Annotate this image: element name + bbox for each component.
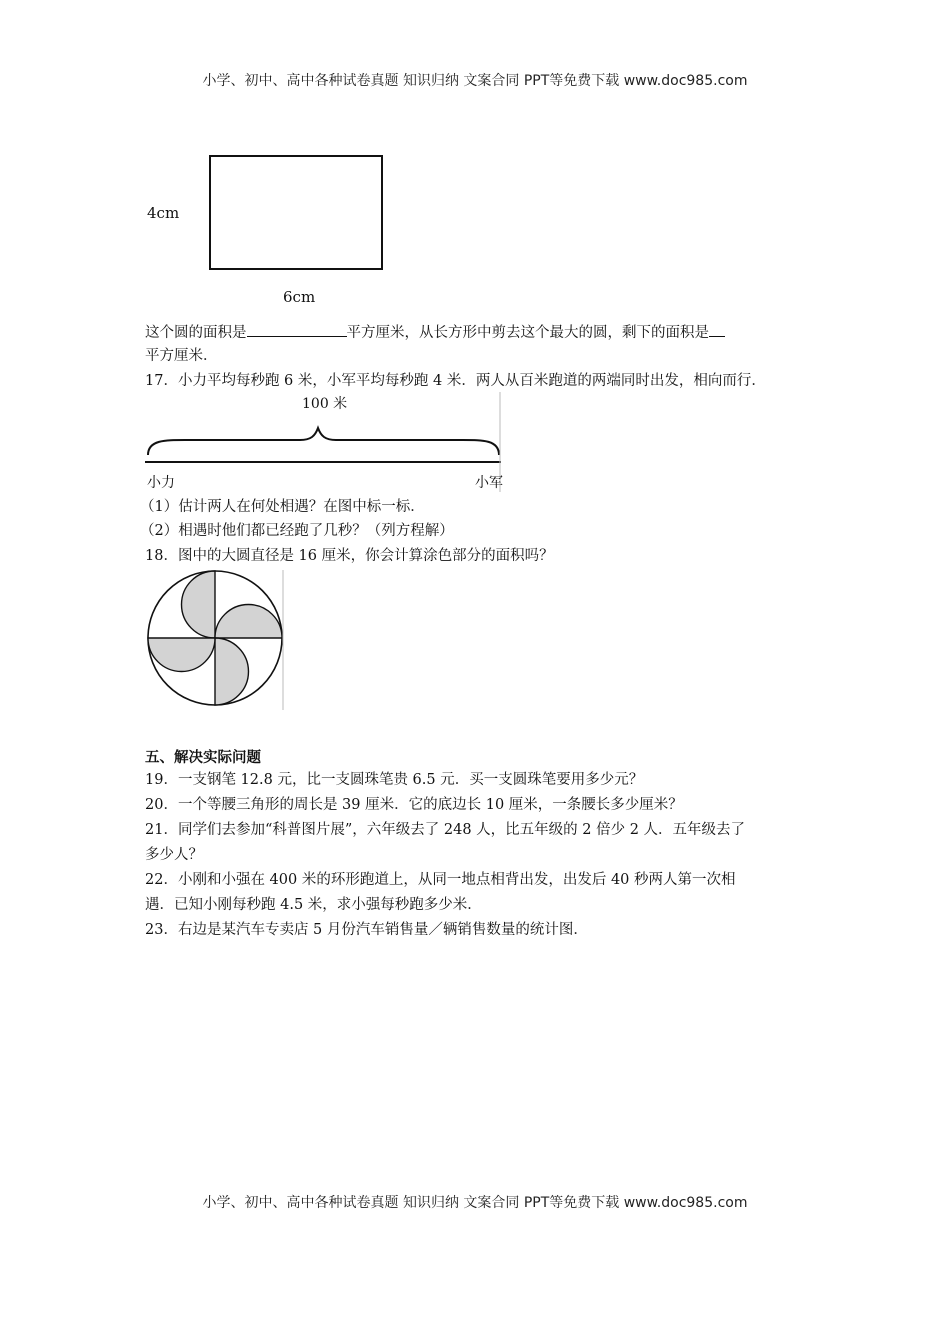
q20-text: 20．一个等腰三角形的周长是 39 厘米．它的底边长 10 厘米，一条腰长多少厘米？ — [145, 797, 683, 813]
q17-text: 17．小力平均每秒跑 6 米，小军平均每秒跑 4 米．两人从百米跑道的两端同时出发，相向而行． — [145, 373, 766, 389]
shaded-petal-top — [182, 571, 216, 638]
track-right-label: 小军 — [475, 475, 503, 491]
rectangle-figure — [145, 150, 395, 315]
q19-text: 19．一支钢笔 12.8 元，比一支圆珠笔贵 6.5 元．买一支圆珠笔要用多少元？ — [145, 772, 644, 788]
pinwheel-figure — [146, 570, 286, 710]
q22-line1: 22．小刚和小强在 400 米的环形跑道上，从同一地点相背出发，出发后 40 秒两人第一次相 — [145, 872, 736, 888]
q16-line1 — [145, 322, 725, 343]
q17-sub2: （2）相遇时他们都已经跑了几秒？（列方程解） — [140, 523, 454, 539]
q16-blank-2[interactable] — [709, 322, 725, 337]
q17-sub1: （1）估计两人在何处相遇？在图中标一标． — [140, 499, 425, 515]
q22-line2: 遇．已知小刚每秒跑 4.5 米，求小强每秒跑多少米． — [145, 897, 482, 913]
q16-blank-1[interactable] — [247, 322, 347, 337]
q16-line2: 平方厘米． — [145, 348, 218, 364]
q21-line1: 21．同学们去参加“科普图片展”，六年级去了 248 人，比五年级的 2 倍少 2 人．五年级去了 — [145, 822, 746, 838]
shaded-petal-left — [148, 638, 215, 672]
track-figure — [145, 392, 505, 494]
q21-line2: 多少人？ — [145, 847, 203, 863]
shaded-petal-right — [215, 605, 282, 639]
rect-width-label: 6cm — [283, 288, 316, 306]
rectangle-shape — [210, 156, 382, 269]
rect-height-label: 4cm — [147, 204, 180, 222]
rectangle-drawing — [145, 150, 395, 315]
pinwheel-drawing — [146, 570, 286, 710]
track-left-label: 小力 — [147, 475, 175, 491]
section-title: 五、解决实际问题 — [145, 750, 261, 766]
page-footer: 小学、初中、高中各种试卷真题 知识归纳 文案合同 PPT等免费下载 www.doc985.com — [202, 1195, 748, 1211]
page-header: 小学、初中、高中各种试卷真题 知识归纳 文案合同 PPT等免费下载 www.doc985.com — [202, 73, 748, 89]
q18-text: 18．图中的大圆直径是 16 厘米，你会计算涂色部分的面积吗？ — [145, 548, 554, 564]
q16-text-a: 这个圆的面积是 — [145, 325, 247, 341]
track-brace — [148, 428, 499, 455]
track-distance-label: 100 米 — [302, 396, 348, 412]
shaded-petal-bottom — [215, 638, 248, 705]
q16-text-b: 平方厘米，从长方形中剪去这个最大的圆，剩下的面积是 — [346, 325, 709, 341]
q23-text: 23．右边是某汽车专卖店 5 月份汽车销售量／辆销售数量的统计图． — [145, 922, 588, 938]
